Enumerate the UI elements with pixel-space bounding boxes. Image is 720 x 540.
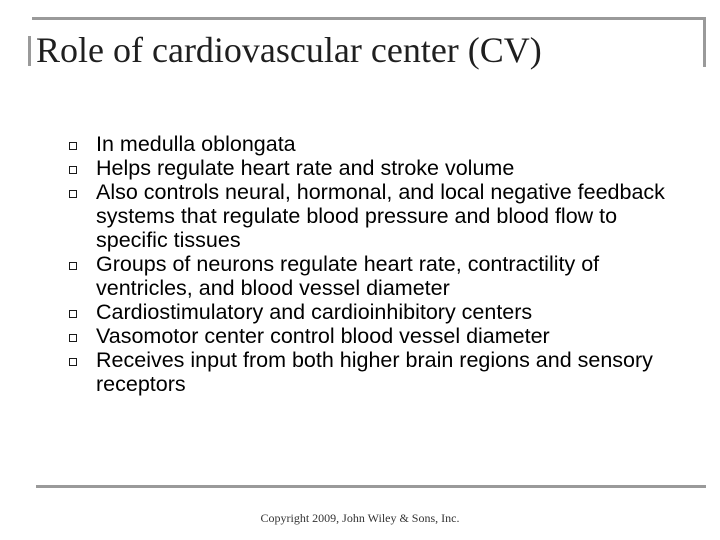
bullet-item [62,348,682,396]
title-top-rule [32,17,706,20]
bullet-text: Vasomotor center control blood vessel diameter [96,324,550,348]
hollow-square-bullet-icon [69,142,77,150]
bullet-list [62,132,682,396]
hollow-square-bullet-icon [69,166,77,174]
hollow-square-bullet-icon [69,358,77,366]
bullet-item [62,156,682,180]
copyright-footer: Copyright 2009, John Wiley & Sons, Inc. [260,511,460,525]
title-left-rule [28,36,31,66]
slide-title: Role of cardiovascular center (CV) [36,30,542,70]
bullet-item [62,324,682,348]
bullet-text: Also controls neural, hormonal, and local negative feedback systems that regulate blood pressure and blood flow to specific tissues [96,180,665,252]
bullet-item [62,300,682,324]
bullet-item [62,132,682,156]
hollow-square-bullet-icon [69,262,77,270]
bullet-item [62,180,682,252]
hollow-square-bullet-icon [69,190,77,198]
hollow-square-bullet-icon [69,310,77,318]
bullet-text: Groups of neurons regulate heart rate, contractility of ventricles, and blood vessel diameter [96,252,600,300]
footer-rule [36,485,706,488]
bullet-text: Receives input from both higher brain regions and sensory receptors [96,348,653,396]
bullet-text: In medulla oblongata [96,132,296,156]
bullet-text: Cardiostimulatory and cardioinhibitory centers [96,300,533,324]
bullet-item [62,252,682,300]
bullet-text: Helps regulate heart rate and stroke volume [96,156,515,180]
title-right-rule [703,17,706,67]
hollow-square-bullet-icon [69,334,77,342]
